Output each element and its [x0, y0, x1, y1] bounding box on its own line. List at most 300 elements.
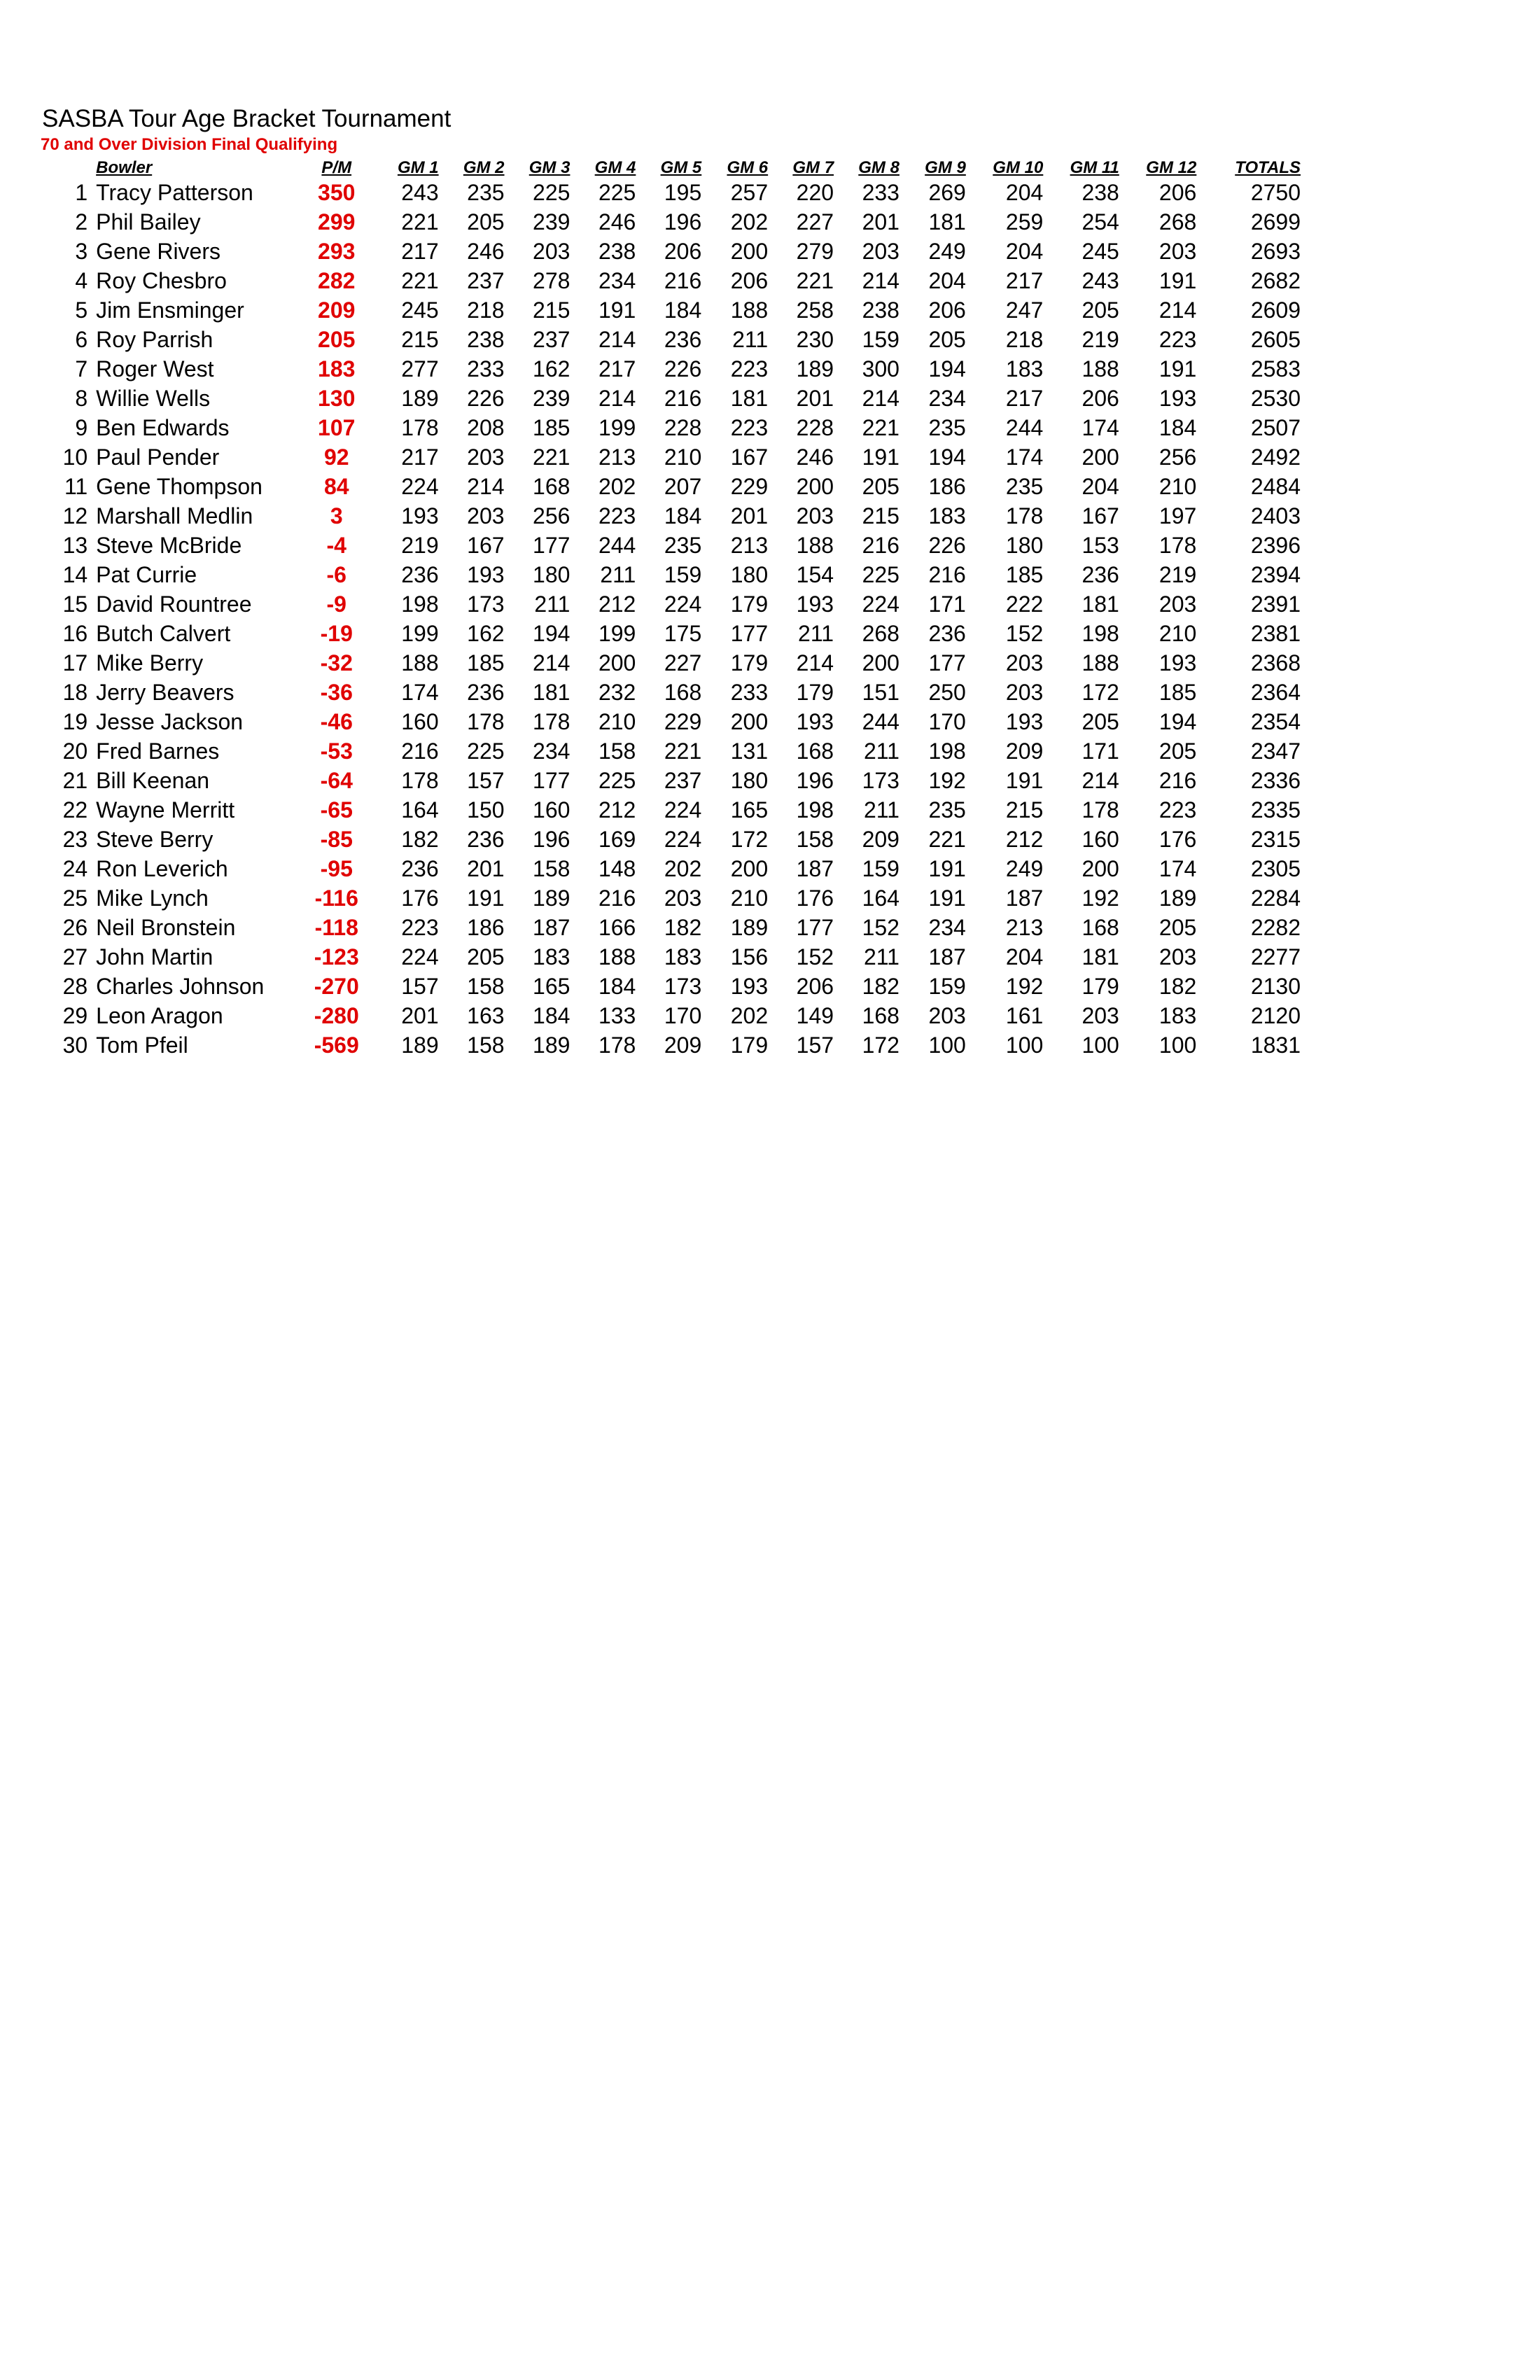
game-score-cell: 182	[401, 826, 439, 852]
total-cell: 2354	[1250, 708, 1301, 734]
pm-cell: -19	[320, 620, 353, 646]
total-cell: 2605	[1250, 326, 1301, 352]
bowler-name-cell: Bill Keenan	[96, 767, 210, 793]
game-score-cell: 205	[467, 944, 505, 969]
game-score-cell: 211	[798, 620, 834, 646]
game-score-cell: 204	[1005, 944, 1044, 969]
division-subtitle: 70 and Over Division Final Qualifying	[41, 135, 338, 154]
pm-cell: 3	[330, 503, 343, 528]
game-score-cell: 202	[730, 209, 769, 234]
game-score-cell: 215	[862, 503, 899, 528]
game-score-cell: 223	[401, 914, 439, 940]
game-score-cell: 154	[796, 561, 834, 587]
rank-cell: 12	[62, 503, 88, 528]
game-score-cell: 214	[1082, 767, 1119, 793]
total-cell: 2609	[1250, 297, 1301, 323]
game-score-cell: 236	[401, 855, 439, 881]
game-score-cell: 205	[862, 473, 899, 499]
game-score-cell: 158	[796, 826, 834, 852]
total-cell: 2282	[1250, 914, 1301, 940]
game-score-cell: 203	[467, 503, 505, 528]
rank-cell: 26	[62, 914, 88, 940]
rank-cell: 4	[75, 267, 88, 293]
game-score-cell: 191	[862, 444, 899, 470]
game-header: GM 1	[397, 158, 439, 177]
rank-cell: 28	[62, 973, 88, 999]
game-score-cell: 216	[862, 532, 899, 558]
game-score-cell: 199	[598, 414, 636, 440]
game-score-cell: 220	[796, 179, 834, 205]
game-score-cell: 238	[1082, 179, 1119, 205]
total-cell: 2484	[1250, 473, 1301, 499]
game-score-cell: 216	[664, 267, 702, 293]
bowler-header: Bowler	[96, 158, 153, 177]
total-cell: 2403	[1250, 503, 1301, 528]
game-score-cell: 158	[598, 738, 636, 764]
rank-cell: 27	[62, 944, 88, 969]
game-score-cell: 213	[730, 532, 769, 558]
table-row	[41, 913, 1301, 942]
document-title: SASBA Tour Age Bracket Tournament	[42, 105, 451, 132]
table-row	[41, 825, 1301, 854]
game-score-cell: 239	[533, 209, 570, 234]
game-score-cell: 189	[533, 885, 570, 911]
rank-cell: 29	[62, 1002, 88, 1028]
game-score-cell: 223	[1158, 326, 1197, 352]
table-row	[41, 589, 1301, 619]
rank-cell: 6	[75, 326, 88, 352]
game-score-cell: 185	[533, 414, 570, 440]
game-score-cell: 203	[533, 238, 570, 264]
game-score-cell: 209	[862, 826, 899, 852]
game-score-cell: 174	[401, 679, 439, 705]
game-score-cell: 238	[467, 326, 505, 352]
total-cell: 2391	[1250, 591, 1301, 617]
game-score-cell: 254	[1082, 209, 1119, 234]
bowler-name-cell: Pat Currie	[96, 561, 197, 587]
bowler-name-cell: Steve McBride	[96, 532, 242, 558]
game-score-cell: 198	[401, 591, 439, 617]
game-header: GM 9	[925, 158, 966, 177]
game-score-cell: 159	[928, 973, 966, 999]
rank-cell: 8	[75, 385, 88, 411]
game-score-cell: 193	[730, 973, 769, 999]
game-score-cell: 151	[862, 679, 899, 705]
game-score-cell: 249	[928, 238, 966, 264]
table-row	[41, 766, 1301, 795]
game-score-cell: 203	[1005, 679, 1044, 705]
game-score-cell: 168	[862, 1002, 899, 1028]
rank-cell: 5	[75, 297, 88, 323]
game-score-cell: 173	[467, 591, 505, 617]
game-score-cell: 228	[664, 414, 702, 440]
pm-cell: 84	[323, 473, 349, 499]
game-score-cell: 237	[664, 767, 702, 793]
bowler-name-cell: Ron Leverich	[96, 855, 228, 881]
game-score-cell: 201	[796, 385, 834, 411]
game-score-cell: 279	[796, 238, 834, 264]
game-score-cell: 229	[664, 708, 702, 734]
bowler-name-cell: Gene Rivers	[96, 238, 220, 264]
game-score-cell: 200	[730, 855, 769, 881]
game-score-cell: 256	[533, 503, 570, 528]
game-score-cell: 209	[664, 1032, 702, 1058]
game-score-cell: 194	[1158, 708, 1197, 734]
pm-cell: 107	[318, 414, 356, 440]
game-score-cell: 210	[1158, 620, 1197, 646]
game-score-cell: 215	[1005, 797, 1044, 822]
game-score-cell: 189	[796, 356, 834, 382]
table-row	[41, 501, 1301, 531]
game-score-cell: 192	[1082, 885, 1119, 911]
rank-cell: 3	[75, 238, 88, 264]
game-score-cell: 181	[533, 679, 570, 705]
game-score-cell: 203	[664, 885, 702, 911]
game-score-cell: 191	[467, 885, 505, 911]
game-score-cell: 174	[1158, 855, 1197, 881]
game-score-cell: 236	[1082, 561, 1119, 587]
game-header: GM 6	[727, 158, 769, 177]
game-score-cell: 243	[1082, 267, 1119, 293]
game-score-cell: 244	[862, 708, 899, 734]
bowler-name-cell: Jesse Jackson	[96, 708, 244, 734]
game-score-cell: 162	[467, 620, 505, 646]
game-score-cell: 191	[598, 297, 636, 323]
game-score-cell: 174	[1005, 444, 1044, 470]
game-score-cell: 174	[1082, 414, 1119, 440]
game-header: GM 11	[1070, 158, 1119, 177]
total-cell: 2364	[1250, 679, 1301, 705]
game-score-cell: 221	[401, 209, 439, 234]
game-score-cell: 170	[664, 1002, 702, 1028]
game-score-cell: 203	[1158, 238, 1197, 264]
game-score-cell: 207	[664, 473, 702, 499]
game-score-cell: 223	[730, 356, 769, 382]
game-score-cell: 191	[1158, 267, 1197, 293]
bowler-name-cell: Roger West	[96, 356, 214, 382]
game-score-cell: 216	[401, 738, 439, 764]
game-score-cell: 177	[730, 620, 769, 646]
total-cell: 2130	[1250, 973, 1301, 999]
game-score-cell: 217	[1005, 385, 1044, 411]
table-row	[41, 413, 1301, 442]
game-score-cell: 184	[598, 973, 636, 999]
game-score-cell: 234	[928, 914, 966, 940]
game-score-cell: 181	[1082, 944, 1119, 969]
game-score-cell: 221	[664, 738, 702, 764]
game-score-cell: 167	[730, 444, 769, 470]
game-score-cell: 203	[1082, 1002, 1119, 1028]
pm-cell: 92	[323, 444, 349, 470]
game-score-cell: 198	[1082, 620, 1119, 646]
game-score-cell: 188	[796, 532, 834, 558]
game-score-cell: 178	[598, 1032, 636, 1058]
game-score-cell: 235	[928, 414, 966, 440]
game-score-cell: 246	[598, 209, 636, 234]
game-score-cell: 277	[401, 356, 439, 382]
rank-cell: 20	[62, 738, 88, 764]
game-score-cell: 268	[862, 620, 899, 646]
game-score-cell: 300	[862, 356, 899, 382]
bowler-name-cell: David Rountree	[96, 591, 252, 617]
game-score-cell: 179	[730, 650, 769, 676]
game-score-cell: 191	[928, 885, 966, 911]
game-score-cell: 200	[730, 708, 769, 734]
game-score-cell: 172	[862, 1032, 899, 1058]
total-cell: 2396	[1250, 532, 1301, 558]
game-score-cell: 203	[1158, 591, 1197, 617]
game-score-cell: 171	[928, 591, 966, 617]
game-score-cell: 221	[928, 826, 966, 852]
standings-body	[41, 178, 1301, 1060]
game-score-cell: 212	[1005, 826, 1044, 852]
rank-cell: 30	[62, 1032, 88, 1058]
bowler-name-cell: Roy Chesbro	[96, 267, 227, 293]
table-row	[41, 560, 1301, 589]
game-score-cell: 236	[401, 561, 439, 587]
game-score-cell: 268	[1158, 209, 1197, 234]
total-cell: 2583	[1250, 356, 1301, 382]
game-score-cell: 172	[730, 826, 769, 852]
pm-cell: 299	[318, 209, 356, 234]
bowler-name-cell: Ben Edwards	[96, 414, 230, 440]
rank-cell: 10	[62, 444, 88, 470]
table-row	[41, 736, 1301, 766]
game-score-cell: 178	[533, 708, 570, 734]
game-score-cell: 258	[796, 297, 834, 323]
game-score-cell: 193	[401, 503, 439, 528]
game-score-cell: 219	[1158, 561, 1197, 587]
game-score-cell: 202	[730, 1002, 769, 1028]
game-score-cell: 216	[598, 885, 636, 911]
game-score-cell: 189	[401, 385, 439, 411]
rank-cell: 13	[62, 532, 88, 558]
game-score-cell: 214	[598, 326, 636, 352]
pm-cell: -118	[314, 914, 358, 940]
game-score-cell: 157	[401, 973, 439, 999]
pm-cell: 183	[318, 356, 356, 382]
total-cell: 1831	[1250, 1032, 1301, 1058]
game-score-cell: 180	[730, 561, 769, 587]
game-score-cell: 223	[598, 503, 636, 528]
game-score-cell: 194	[928, 444, 966, 470]
total-cell: 2335	[1250, 797, 1301, 822]
rank-cell: 24	[62, 855, 88, 881]
table-row	[41, 472, 1301, 501]
game-score-cell: 180	[1005, 532, 1044, 558]
bowler-name-cell: Steve Berry	[96, 826, 214, 852]
game-score-cell: 203	[467, 444, 505, 470]
game-score-cell: 221	[862, 414, 899, 440]
game-header: GM 3	[528, 158, 570, 177]
game-score-cell: 160	[401, 708, 439, 734]
game-score-cell: 159	[862, 326, 899, 352]
game-score-cell: 167	[467, 532, 505, 558]
game-score-cell: 194	[533, 620, 570, 646]
game-score-cell: 193	[1158, 650, 1197, 676]
game-score-cell: 249	[1005, 855, 1044, 881]
score-sheet	[41, 105, 1301, 1060]
table-row	[41, 619, 1301, 648]
game-score-cell: 182	[1158, 973, 1197, 999]
game-score-cell: 235	[928, 797, 966, 822]
game-score-cell: 179	[730, 591, 769, 617]
bowler-name-cell: Jerry Beavers	[96, 679, 234, 705]
game-score-cell: 200	[1082, 855, 1119, 881]
game-score-cell: 215	[401, 326, 439, 352]
game-score-cell: 225	[533, 179, 570, 205]
game-score-cell: 196	[796, 767, 834, 793]
game-score-cell: 214	[862, 385, 899, 411]
game-score-cell: 203	[1005, 650, 1044, 676]
game-score-cell: 203	[796, 503, 834, 528]
game-score-cell: 157	[796, 1032, 834, 1058]
game-score-cell: 193	[796, 708, 834, 734]
game-score-cell: 193	[1158, 385, 1197, 411]
pm-cell: -9	[326, 591, 346, 617]
game-score-cell: 211	[863, 797, 899, 822]
pm-cell: -95	[320, 855, 353, 881]
total-cell: 2693	[1250, 238, 1301, 264]
table-row	[41, 795, 1301, 825]
game-score-cell: 184	[533, 1002, 570, 1028]
game-score-cell: 211	[534, 591, 570, 617]
game-score-cell: 176	[796, 885, 834, 911]
game-score-cell: 160	[1082, 826, 1119, 852]
game-score-cell: 152	[1005, 620, 1044, 646]
table-row	[41, 266, 1301, 295]
game-score-cell: 162	[533, 356, 570, 382]
game-score-cell: 205	[1158, 914, 1197, 940]
game-score-cell: 181	[730, 385, 769, 411]
game-score-cell: 210	[664, 444, 702, 470]
game-score-cell: 187	[1005, 885, 1044, 911]
game-score-cell: 189	[401, 1032, 439, 1058]
game-score-cell: 177	[928, 650, 966, 676]
game-score-cell: 170	[928, 708, 966, 734]
bowler-name-cell: Wayne Merritt	[96, 797, 235, 822]
rank-cell: 16	[62, 620, 88, 646]
game-score-cell: 245	[401, 297, 439, 323]
game-score-cell: 244	[1005, 414, 1044, 440]
rank-cell: 15	[62, 591, 88, 617]
game-score-cell: 224	[862, 591, 899, 617]
game-score-cell: 191	[1005, 767, 1044, 793]
game-score-cell: 206	[664, 238, 702, 264]
total-cell: 2699	[1250, 209, 1301, 234]
bowler-name-cell: Leon Aragon	[96, 1002, 223, 1028]
bowler-name-cell: Willie Wells	[96, 385, 211, 411]
game-score-cell: 187	[796, 855, 834, 881]
game-score-cell: 234	[533, 738, 570, 764]
game-score-cell: 245	[1082, 238, 1119, 264]
table-row	[41, 707, 1301, 736]
bowler-name-cell: Phil Bailey	[96, 209, 201, 234]
game-score-cell: 131	[730, 738, 769, 764]
game-score-cell: 216	[664, 385, 702, 411]
game-score-cell: 175	[664, 620, 702, 646]
game-score-cell: 191	[1158, 356, 1197, 382]
game-score-cell: 211	[600, 561, 636, 587]
game-score-cell: 205	[1082, 297, 1119, 323]
game-score-cell: 200	[1082, 444, 1119, 470]
game-score-cell: 200	[796, 473, 834, 499]
game-score-cell: 156	[730, 944, 769, 969]
game-score-cell: 177	[533, 532, 570, 558]
table-row	[41, 531, 1301, 560]
game-score-cell: 236	[467, 826, 505, 852]
game-score-cell: 210	[598, 708, 636, 734]
game-score-cell: 196	[533, 826, 570, 852]
game-score-cell: 201	[467, 855, 505, 881]
game-score-cell: 157	[467, 767, 505, 793]
game-score-cell: 243	[401, 179, 439, 205]
game-score-cell: 152	[862, 914, 899, 940]
pm-cell: -46	[320, 708, 353, 734]
game-score-cell: 169	[598, 826, 636, 852]
game-score-cell: 205	[1158, 738, 1197, 764]
game-score-cell: 171	[1082, 738, 1119, 764]
game-score-cell: 203	[862, 238, 899, 264]
game-score-cell: 194	[928, 356, 966, 382]
total-cell: 2315	[1250, 826, 1301, 852]
game-score-cell: 225	[862, 561, 899, 587]
game-score-cell: 148	[598, 855, 636, 881]
game-score-cell: 158	[533, 855, 570, 881]
game-score-cell: 246	[467, 238, 505, 264]
game-score-cell: 183	[664, 944, 702, 969]
game-score-cell: 206	[928, 297, 966, 323]
game-score-cell: 165	[730, 797, 769, 822]
game-score-cell: 172	[1082, 679, 1119, 705]
game-score-cell: 178	[1158, 532, 1197, 558]
game-score-cell: 185	[1005, 561, 1044, 587]
game-score-cell: 229	[730, 473, 769, 499]
bowler-name-cell: Marshall Medlin	[96, 503, 253, 528]
pm-cell: -53	[320, 738, 353, 764]
game-score-cell: 211	[863, 738, 899, 764]
game-score-cell: 217	[1005, 267, 1044, 293]
game-score-cell: 250	[928, 679, 966, 705]
game-score-cell: 219	[401, 532, 439, 558]
game-score-cell: 203	[1158, 944, 1197, 969]
game-score-cell: 100	[1005, 1032, 1044, 1058]
game-score-cell: 217	[598, 356, 636, 382]
total-cell: 2277	[1250, 944, 1301, 969]
table-row	[41, 178, 1301, 207]
game-score-cell: 247	[1005, 297, 1044, 323]
pm-cell: -64	[320, 767, 353, 793]
table-row	[41, 237, 1301, 266]
game-score-cell: 152	[796, 944, 834, 969]
game-score-cell: 221	[533, 444, 570, 470]
table-row	[41, 325, 1301, 354]
game-score-cell: 183	[1005, 356, 1044, 382]
game-score-cell: 233	[467, 356, 505, 382]
rank-cell: 11	[64, 473, 88, 499]
game-score-cell: 236	[928, 620, 966, 646]
game-score-cell: 224	[664, 591, 702, 617]
game-score-cell: 226	[664, 356, 702, 382]
game-score-cell: 204	[1005, 238, 1044, 264]
game-score-cell: 158	[467, 973, 505, 999]
game-score-cell: 184	[664, 503, 702, 528]
totals-header: TOTALS	[1235, 158, 1301, 177]
game-score-cell: 226	[928, 532, 966, 558]
game-score-cell: 193	[467, 561, 505, 587]
pm-cell: 350	[318, 179, 356, 205]
game-score-cell: 165	[533, 973, 570, 999]
